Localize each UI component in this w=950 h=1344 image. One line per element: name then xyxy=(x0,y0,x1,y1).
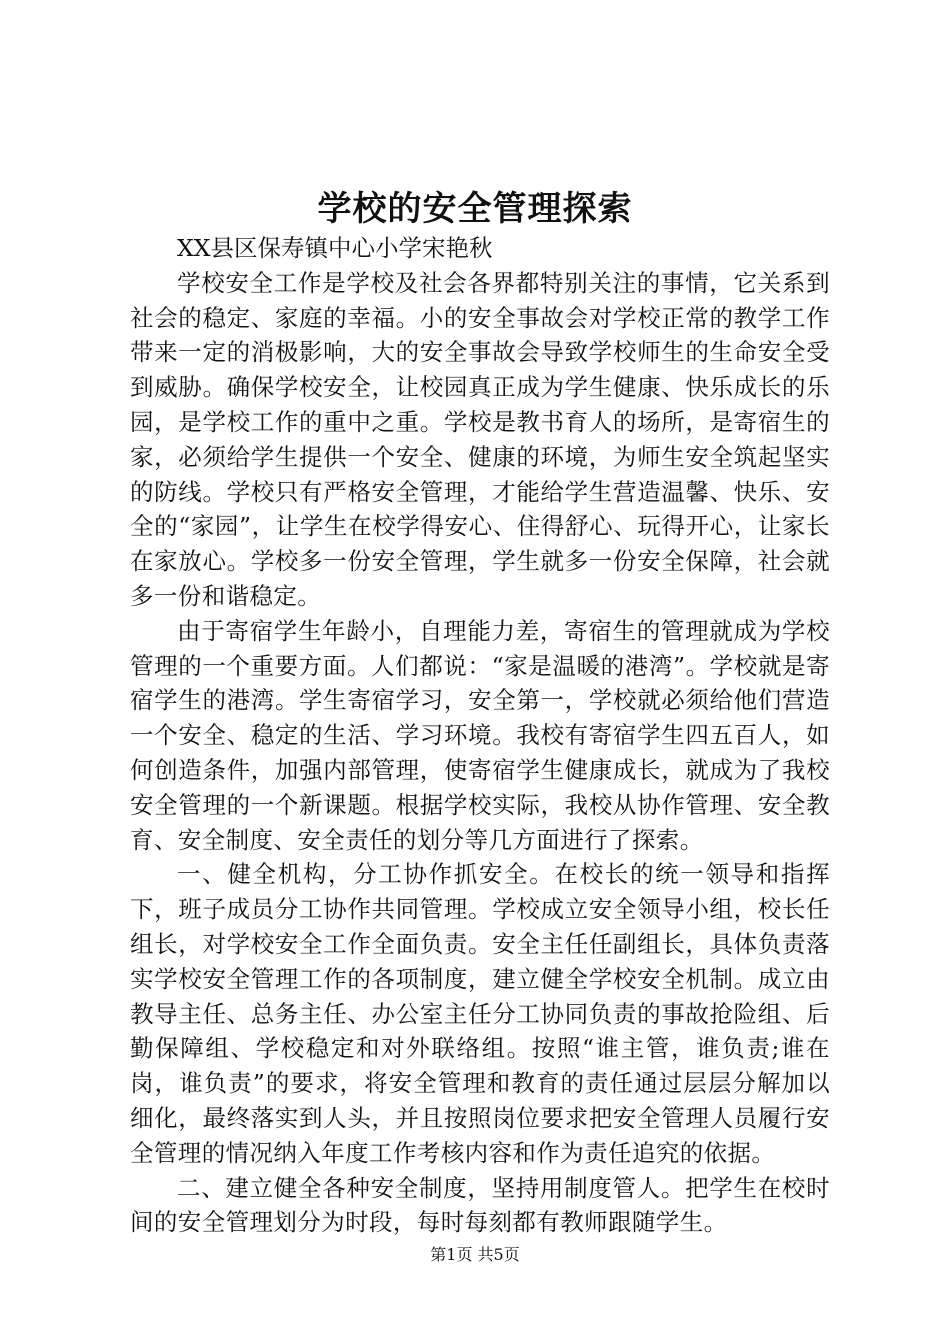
paragraph-section-one: 一、健全机构，分工协作抓安全。在校长的统一领导和指挥下，班子成员分工协作共同管理。学校成立安全领导小组，校长任组长，对学校安全工作全面负责。安全主任任副组长，具体负责落实学校安全管理工作的各项制度，建立健全学校安全机制。成立由教导主任、总务主任、办公室主任分工协同负责的事故抢险组、后勤保障组、学校稳定和对外联络组。按照“谁主管，谁负责;谁在岗，谁负责”的要求，将安全管理和教育的责任通过层层分解加以细化，最终落实到人头，并且按照岗位要求把安全管理人员履行安全管理的情况纳入年度工作考核内容和作为责任追究的依据。 xyxy=(130,860,830,1167)
document-body xyxy=(130,231,830,1240)
author-line: XX县区保寿镇中心小学宋艳秋 xyxy=(177,234,493,262)
paragraph-boarding-students: 由于寄宿学生年龄小，自理能力差，寄宿生的管理就成为学校管理的一个重要方面。人们都说：“家是温暖的港湾”。学校就是寄宿学生的港湾。学生寄宿学习，安全第一，学校就必须给他们营造一个安全、稳定的生活、学习环境。我校有寄宿学生四五百人，如何创造条件，加强内部管理，使寄宿学生健康成长，就成为了我校安全管理的一个新课题。根据学校实际，我校从协作管理、安全教育、安全制度、安全责任的划分等几方面进行了探索。 xyxy=(130,616,830,854)
page-footer: 第1页 共5页 xyxy=(430,1245,520,1264)
paragraph-section-two: 二、建立健全各种安全制度，坚持用制度管人。把学生在校时间的安全管理划分为时段，每时每刻都有教师跟随学生。 xyxy=(130,1173,830,1237)
document-title: 学校的安全管理探索 xyxy=(317,189,633,229)
paragraph-intro: 学校安全工作是学校及社会各界都特别关注的事情，它关系到社会的稳定、家庭的幸福。小的安全事故会对学校正常的教学工作带来一定的消极影响，大的安全事故会导致学校师生的生命安全受到威胁。确保学校安全，让校园真正成为学生健康、快乐成长的乐园，是学校工作的重中之重。学校是教书育人的场所，是寄宿生的家，必须给学生提供一个安全、健康的环境，为师生安全筑起坚实的防线。学校只有严格安全管理，才能给学生营造温馨、快乐、安全的“家园”，让学生在校学得安心、住得舒心、玩得开心，让家长在家放心。学校多一份安全管理，学生就多一份安全保障，社会就多一份和谐稳定。 xyxy=(130,268,830,610)
